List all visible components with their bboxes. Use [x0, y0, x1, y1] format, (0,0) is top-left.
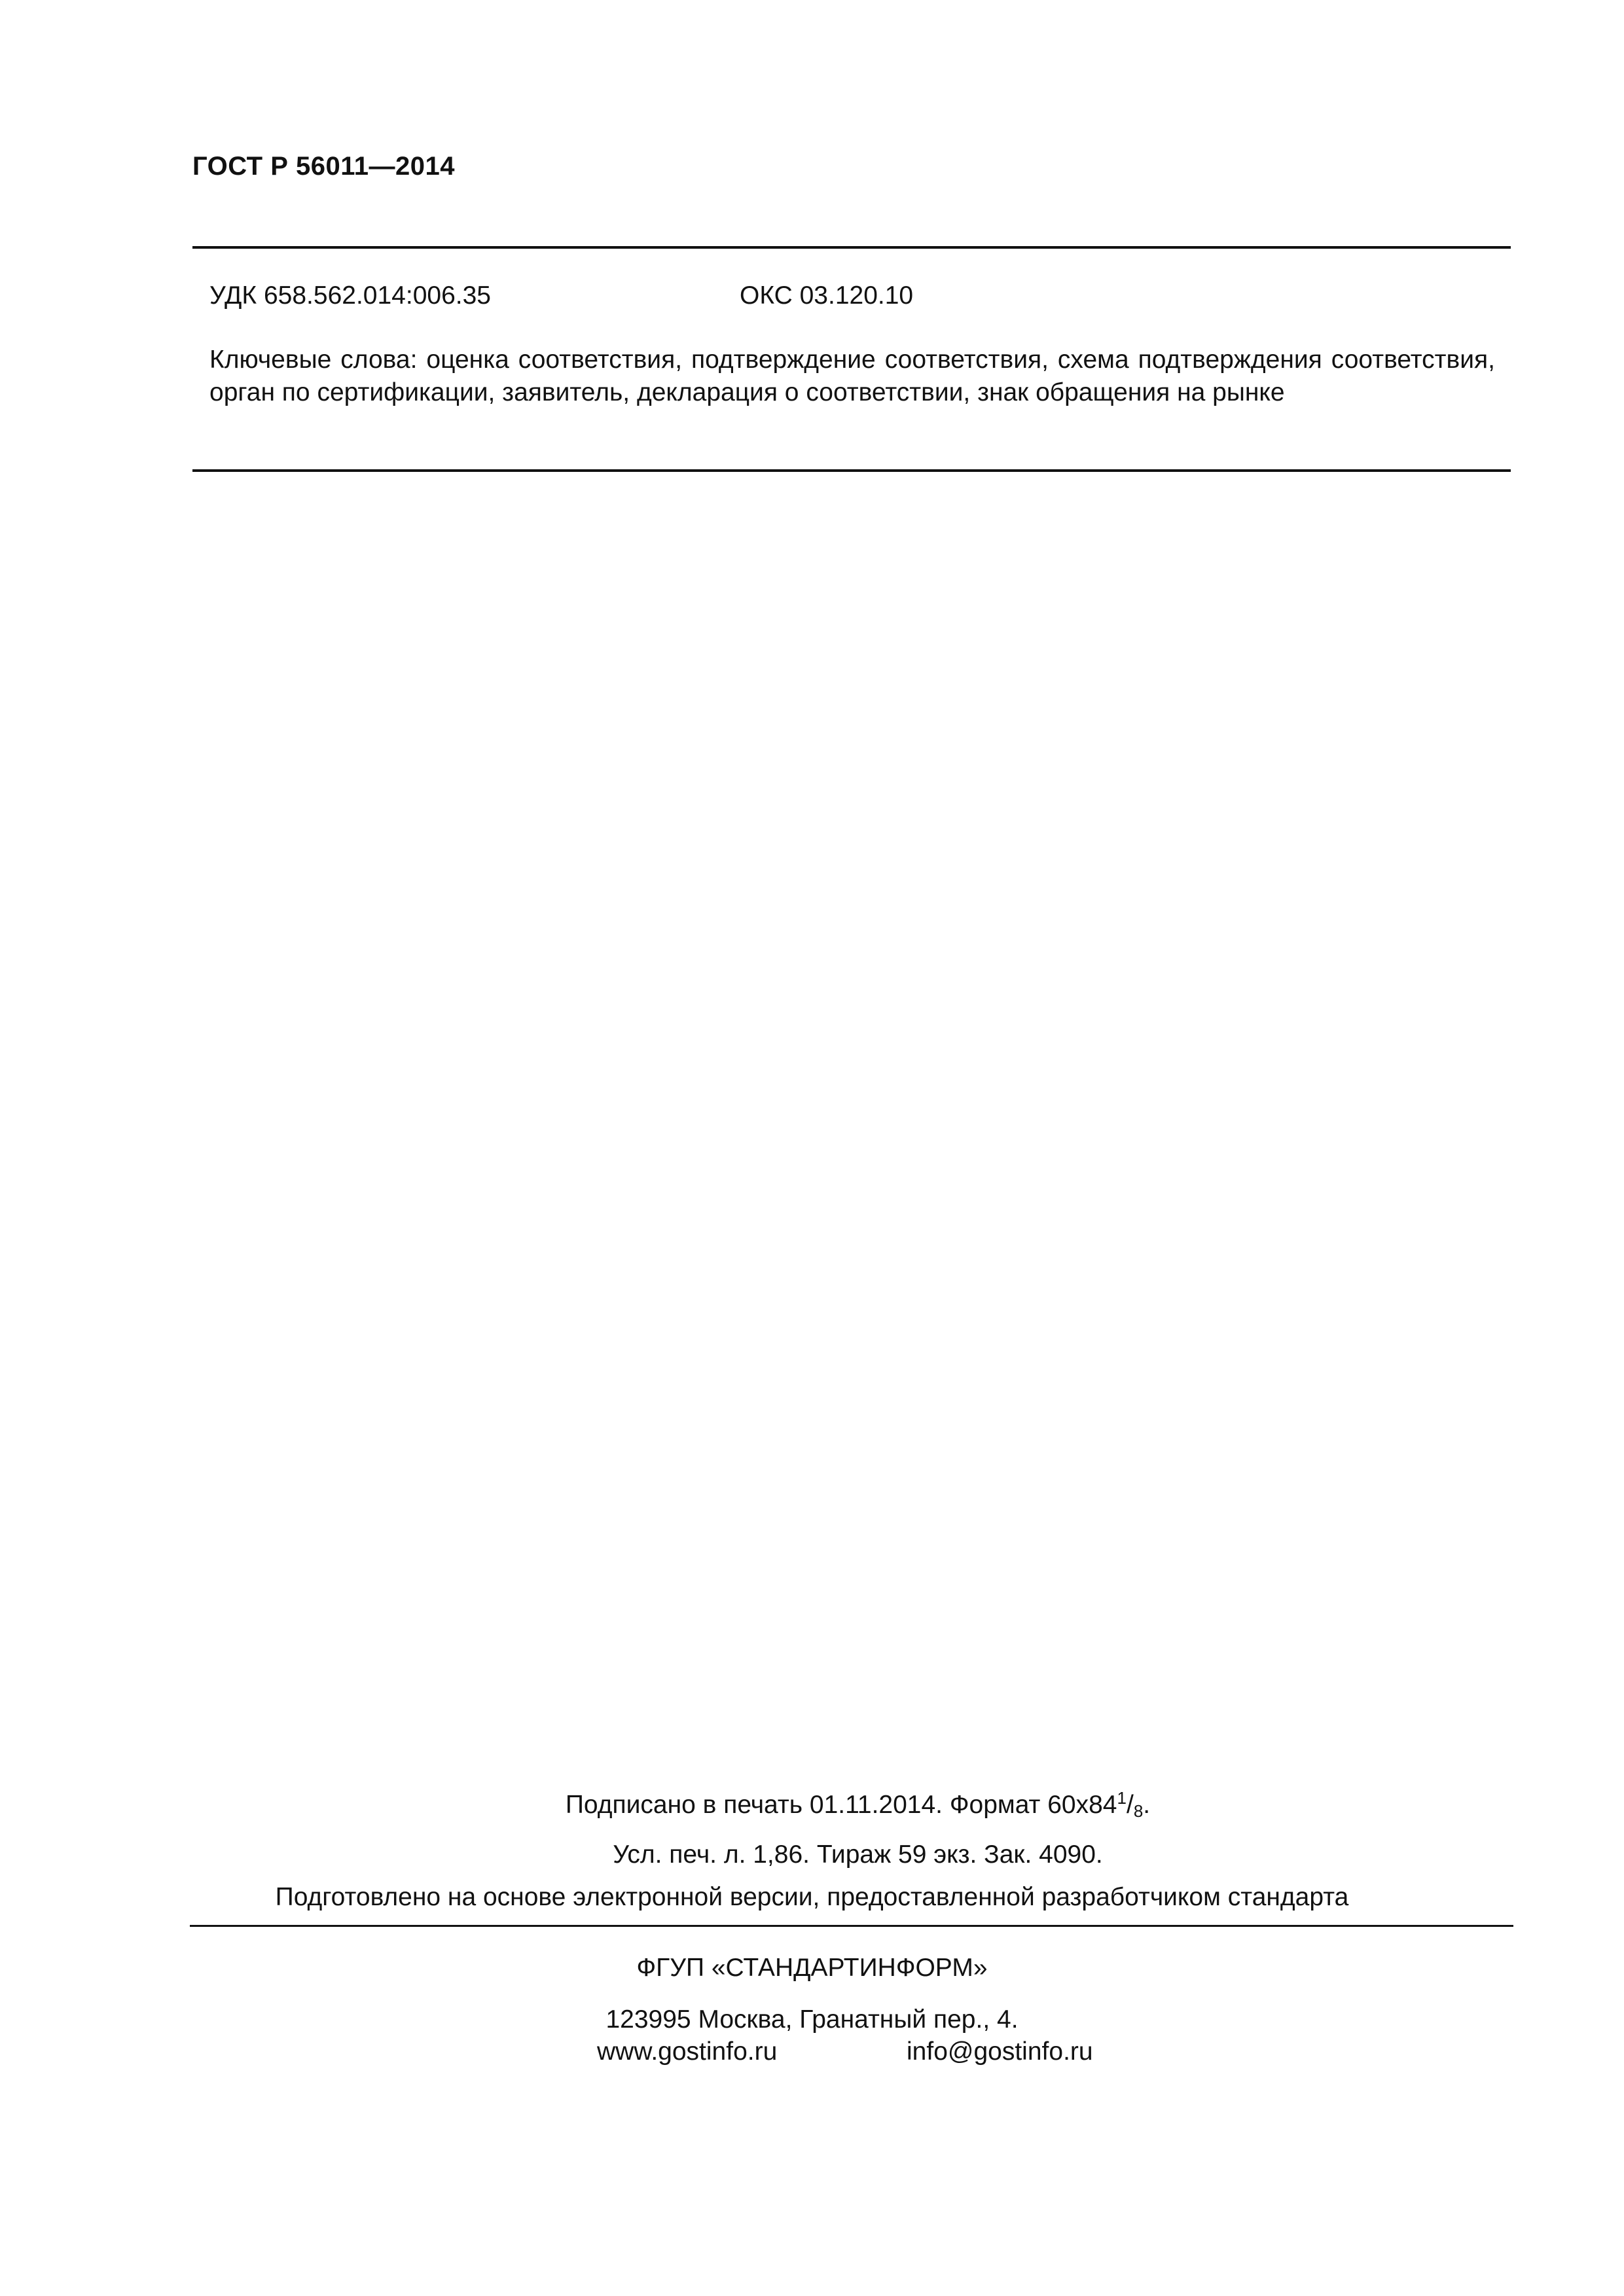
- publisher-email: info@gostinfo.ru: [907, 2037, 1093, 2066]
- oks-code: ОКС 03.120.10: [740, 281, 914, 310]
- print-sheets-line: Усл. печ. л. 1,86. Тираж 59 экз. Зак. 4090.: [613, 1840, 1103, 1869]
- top-divider: [192, 246, 1511, 249]
- format-denominator: 8: [1133, 1801, 1144, 1821]
- signed-suffix: .: [1143, 1791, 1151, 1819]
- udk-code: УДК 658.562.014:006.35: [209, 281, 491, 310]
- keywords-text: Ключевые слова: оценка соответствия, подтверждение соответствия, схема подтверждения соответствия, орган по сертификации, заявитель, декларация о соответствии, знак обращения на рынке: [209, 346, 1495, 406]
- signed-prefix: Подписано в печать 01.11.2014. Формат 60x84: [565, 1791, 1117, 1819]
- signed-for-print-line: [0, 1788, 1624, 1821]
- prepared-note: Подготовлено на основе электронной версии, предоставленной разработчиком стандарта: [275, 1883, 1349, 1911]
- publisher-address: 123995 Москва, Гранатный пер., 4.: [605, 2005, 1019, 2034]
- publisher-website: www.gostinfo.ru: [597, 2037, 778, 2066]
- publisher-name: ФГУП «СТАНДАРТИНФОРМ»: [636, 1954, 988, 1982]
- format-separator: /: [1126, 1791, 1134, 1819]
- imprint-divider: [190, 1925, 1513, 1927]
- keywords-divider: [192, 469, 1511, 472]
- document-code: ГОСТ Р 56011—2014: [192, 152, 455, 181]
- format-numerator: 1: [1117, 1788, 1127, 1808]
